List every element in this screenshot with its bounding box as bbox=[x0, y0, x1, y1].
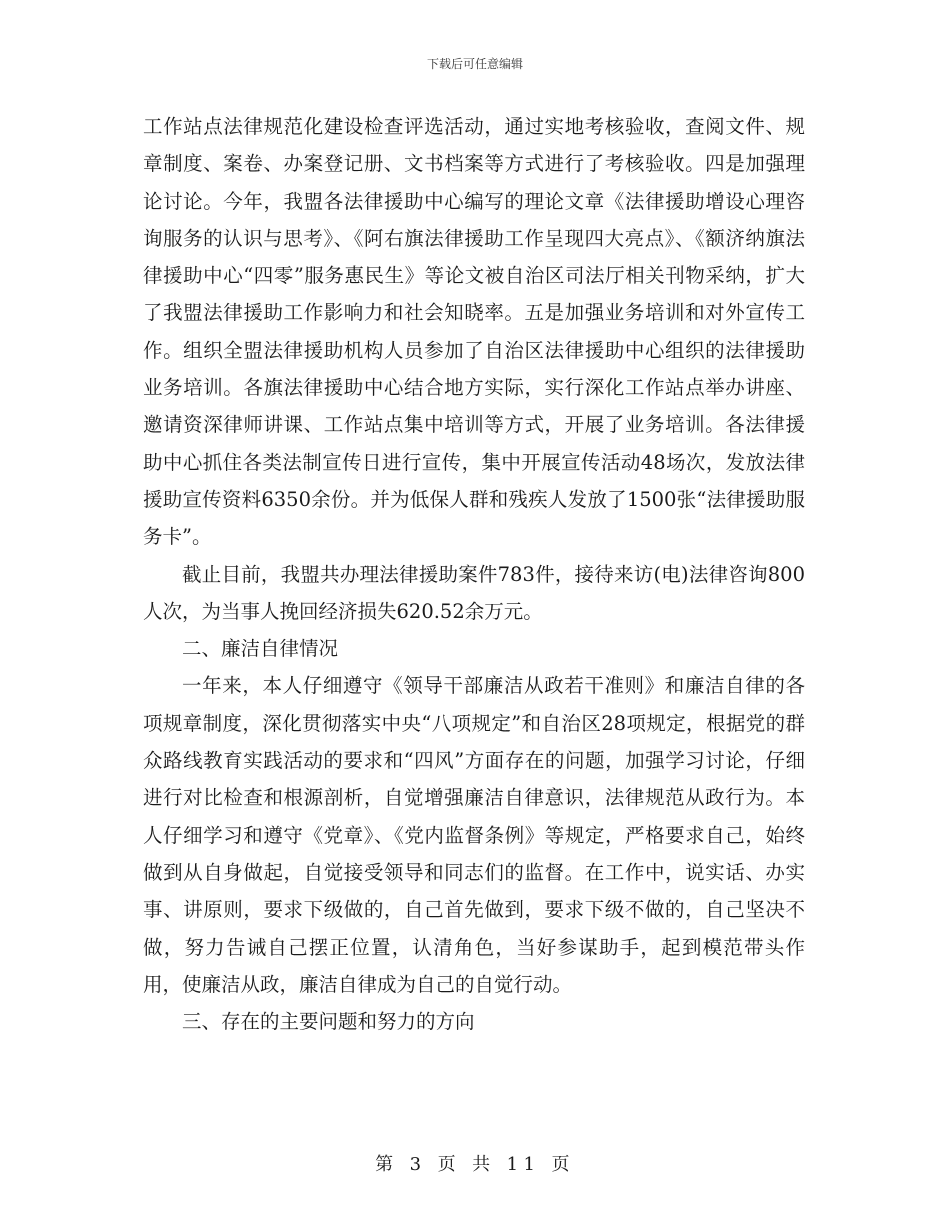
paragraph-legal-aid-work: 工作站点法律规范化建设检查评选活动，通过实地考核验收，查阅文件、规章制度、案卷、办案登记册、文书档案等方式进行了考核验收。四是加强理论讨论。今年，我盟各法律援助中心编写的理论文章《法律援助增设心理咨询服务的认识与思考》、《阿右旗法律援助工作呈现四大亮点》、《额济纳旗法律援助中心“四零”服务惠民生》等论文被自治区司法厅相关刊物采纳，扩大了我盟法律援助工作影响力和社会知晓率。五是加强业务培训和对外宣传工作。组织全盟法律援助机构人员参加了自治区法律援助中心组织的法律援助业务培训。各旗法律援助中心结合地方实际，实行深化工作站点举办讲座、邀请资深律师讲课、工作站点集中培训等方式，开展了业务培训。各法律援助中心抓住各类法制宣传日进行宣传，集中开展宣传活动48场次，发放法律援助宣传资料6350余份。并为低保人群和残疾人发放了1500张“法律援助服务卡”。 bbox=[143, 115, 805, 549]
page-header-note: 下载后可任意编辑 bbox=[426, 57, 523, 71]
paragraph-integrity: 一年来，本人仔细遵守《领导干部廉洁从政若干准则》和廉洁自律的各项规章制度，深化贯彻落实中央“八项规定”和自治区28项规定，根据党的群众路线教育实践活动的要求和“四风”方面存在的问题，加强学习讨论，仔细进行对比检查和根源剖析，自觉增强廉洁自律意识，法律规范从政行为。本人仔细学习和遵守《党章》、《党内监督条例》等规定，严格要求自己，始终做到从自身做起，自觉接受领导和同志们的监督。在工作中，说实话、办实事、讲原则，要求下级做的，自己首先做到，要求下级不做的，自己坚决不做，努力告诫自己摆正位置，认清角色，当好参谋助手，起到模范带头作用，使廉洁从政，廉洁自律成为自己的自觉行动。 bbox=[143, 674, 805, 996]
section-heading-problems: 三、存在的主要问题和努力的方向 bbox=[182, 1010, 475, 1034]
paragraph-case-statistics: 截止目前，我盟共办理法律援助案件783件，接待来访(电)法律咨询800人次，为当事人挽回经济损失620.52余万元。 bbox=[143, 562, 805, 623]
document-body bbox=[143, 108, 805, 1040]
page-number: 第 3 页 共 11 页 bbox=[375, 1154, 575, 1175]
section-heading-integrity: 二、廉洁自律情况 bbox=[182, 637, 339, 661]
